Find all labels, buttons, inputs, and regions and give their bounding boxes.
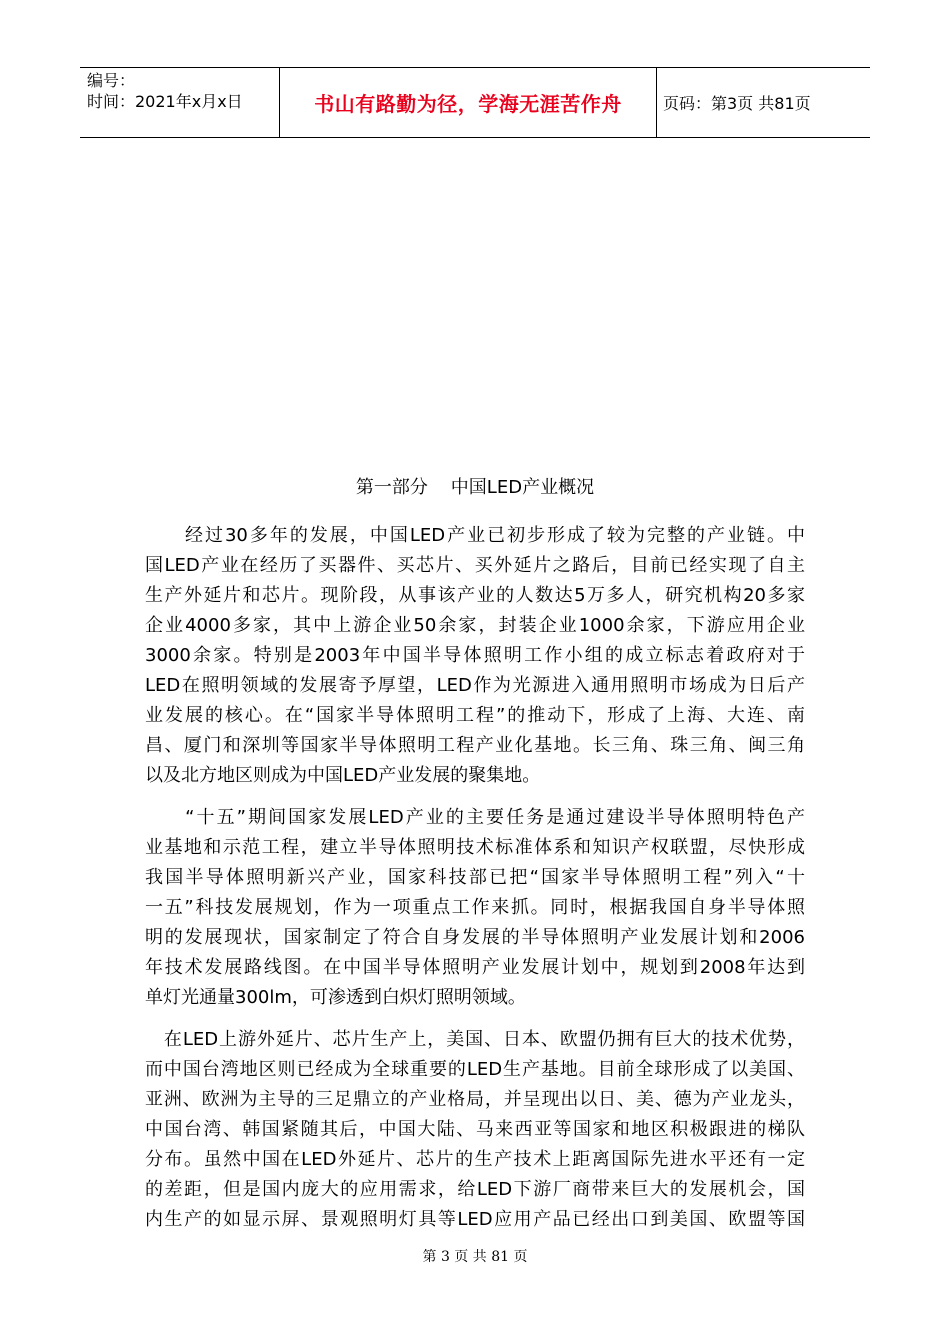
text-line: “十五”期间国家发展LED产业的主要任务是通过建设半导体照明特色产 [145,807,805,828]
text-line: 国LED产业在经历了买器件、买芯片、买外延片之路后，目前已经实现了自主 [145,555,805,576]
date-label: 时间：2021年x月x日 [87,92,243,111]
text-line: 我国半导体照明新兴产业，国家科技部已把“国家半导体照明工程”列入“十 [145,867,805,888]
text-line: 经过30多年的发展，中国LED产业已初步形成了较为完整的产业链。中 [145,525,805,546]
text-line: 一五”科技发展规划，作为一项重点工作来抓。同时，根据我国自身半导体照 [145,897,805,918]
text-line: 的差距，但是国内庞大的应用需求，给LED下游厂商带来巨大的发展机会，国 [145,1179,805,1200]
text-line: 生产外延片和芯片。现阶段，从事该产业的人数达5万多人，研究机构20多家 [145,585,805,606]
section-title: 第一部分 中国LED产业概况 [355,477,595,498]
text-line: 3000余家。特别是2003年中国半导体照明工作小组的成立标志着政府对于 [145,645,805,666]
text-line: 年技术发展路线图。在中国半导体照明产业发展计划中，规划到2008年达到 [145,957,805,978]
text-line: 业基地和示范工程，建立半导体照明技术标准体系和知识产权联盟，尽快形成 [145,837,805,858]
text-line: 亚洲、欧洲为主导的三足鼎立的产业格局，并呈现出以日、美、德为产业龙头， [145,1089,805,1110]
paragraph-2 [145,803,805,1013]
paragraph-3 [145,1025,805,1235]
text-line: 中国台湾、韩国紧随其后，中国大陆、马来西亚等国家和地区积极跟进的梯队 [145,1119,805,1140]
document-header [80,67,870,138]
paragraph-1 [145,521,805,791]
text-line: 昌、厦门和深圳等国家半导体照明工程产业化基地。长三角、珠三角、闽三角 [145,735,805,756]
text-line: 分布。虽然中国在LED外延片、芯片的生产技术上距离国际先进水平还有一定 [145,1149,805,1170]
header-meta-cell [80,68,280,137]
text-line: 而中国台湾地区则已经成为全球重要的LED生产基地。目前全球形成了以美国、 [145,1059,805,1080]
text-line: 明的发展现状，国家制定了符合自身发展的半导体照明产业发展计划和2006 [145,927,805,948]
page-footer: 第 3 页 共 81 页 [422,1249,528,1265]
text-line: LED在照明领域的发展寄予厚望，LED作为光源进入通用照明市场成为日后产 [145,675,805,696]
text-line: 单灯光通量300lm，可渗透到白炽灯照明领域。 [145,987,526,1008]
header-motto: 书山有路勤为径，学海无涯苦作舟 [280,68,657,137]
text-line: 在LED上游外延片、芯片生产上，美国、日本、欧盟仍拥有巨大的技术优势， [145,1029,805,1050]
text-line: 企业4000多家，其中上游企业50余家，封装企业1000余家，下游应用企业 [145,615,805,636]
header-page-label: 页码：第3页 共81页 [663,94,811,113]
text-line: 内生产的如显示屏、景观照明灯具等LED应用产品已经出口到美国、欧盟等国 [145,1209,805,1230]
text-line: 业发展的核心。在“国家半导体照明工程”的推动下，形成了上海、大连、南 [145,705,805,726]
serial-label: 编号： [87,71,136,90]
text-line: 以及北方地区则成为中国LED产业发展的聚集地。 [145,765,541,786]
